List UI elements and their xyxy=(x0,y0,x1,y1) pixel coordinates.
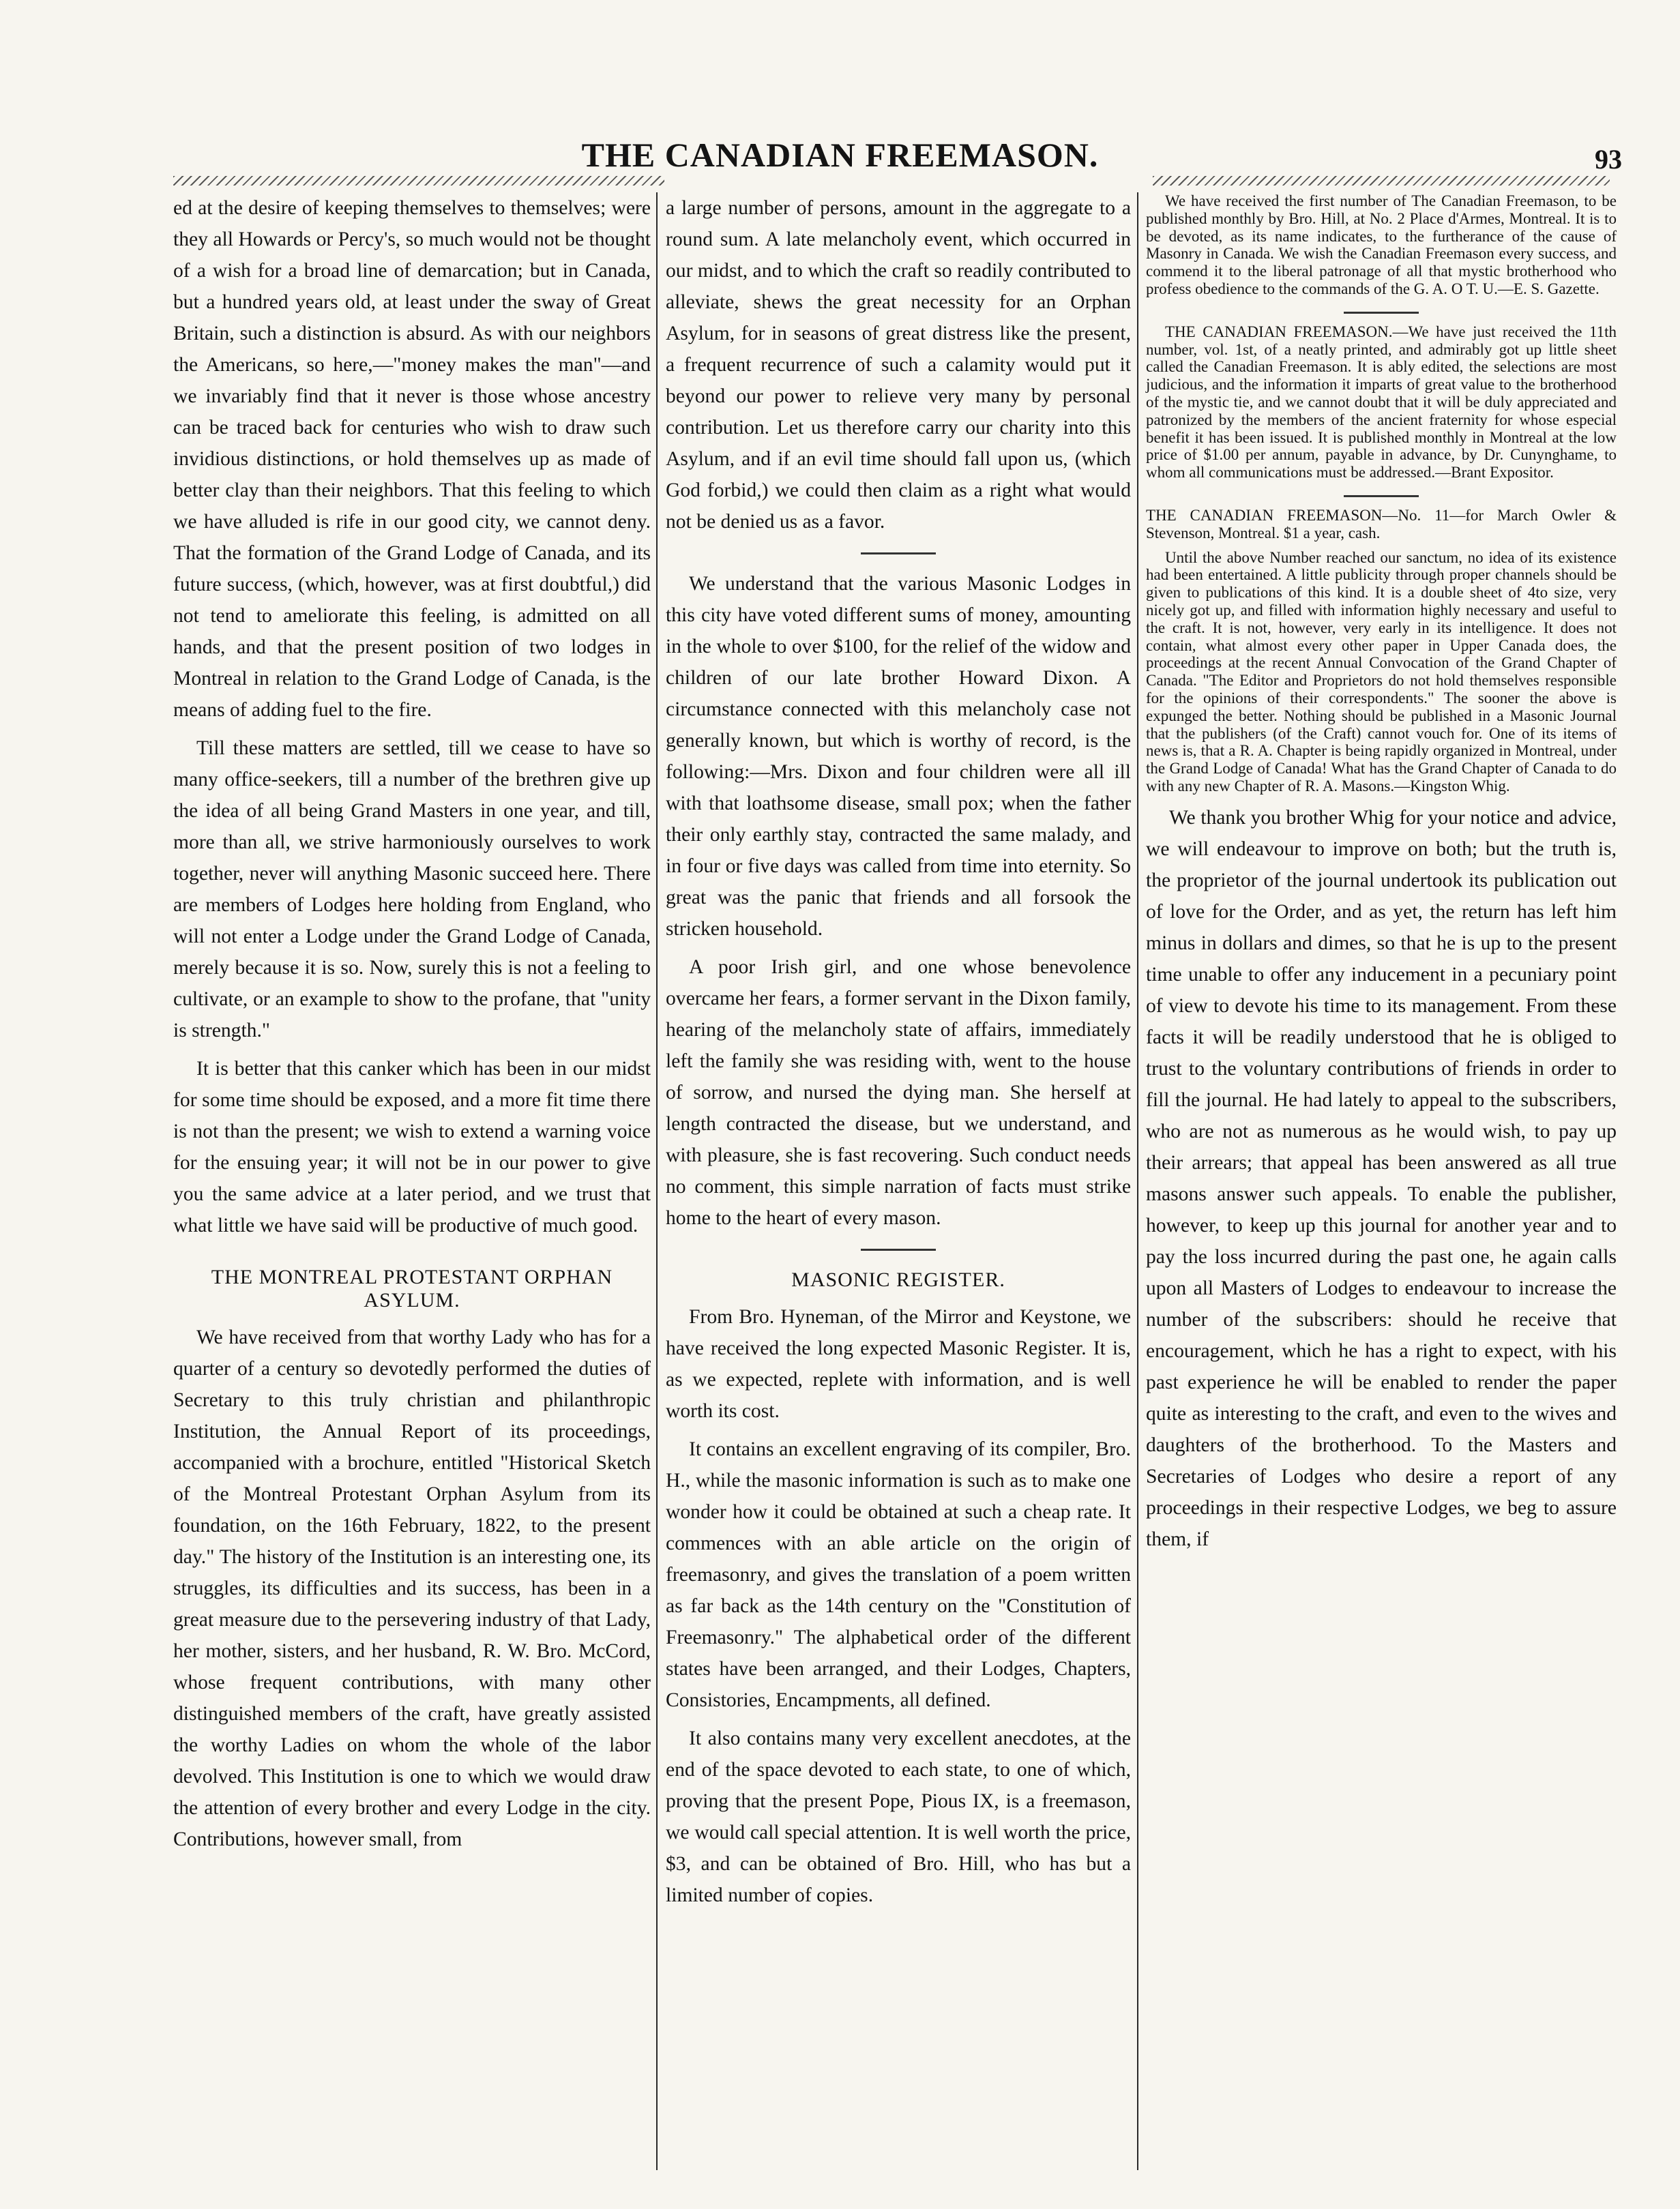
article-heading: THE MONTREAL PROTESTANT ORPHAN ASYLUM. xyxy=(211,1266,613,1311)
page-number: 93 xyxy=(1595,144,1622,175)
paragraph: ed at the desire of keeping themselves to themselves; were they all Howards or Percy's, so much would not be thought of a wish for a broad line of demarcation; but in Canada, but a hundred years old, at least under the sway of Great Britain, such a distinction is absurd. As with our neighbors the Americans, so here,—"money makes the man"—and we invariably find that it never is those whose ancestry can be traced back for centuries who wish to draw such invidious distinctions, or hold themselves up as made of better clay than their neighbors. That this feeling to which we have alluded is rife in our good city, we cannot deny. That the formation of the Grand Lodge of Canada, and its future success, (which, however, was at first doubtful,) did not tend to ameliorate this feeling, is admitted on all hands, and that the present position of two lodges in Montreal in relation to the Grand Lodge of Canada, is the means of adding fuel to the fire. xyxy=(173,197,651,721)
paragraph: THE CANADIAN FREEMASON.—We have just received the 11th number, vol. 1st, of a neatly printed, and admirably got up little sheet called the Canadian Freemason. It is ably edited, the selections are most judicious, and the information it imparts of great value to the brotherhood of the mystic tie, and we cannot doubt that it will be duly appreciated and patronized by the members of the ancient fraternity for whose especial benefit it has been issued. It is published monthly in Montreal at the low price of $1.00 per annum, payable in advance, by Dr. Cunynghame, to whom all communications must be addressed.—Brant Expositor. xyxy=(1146,323,1617,481)
paragraph: We understand that the various Masonic Lodges in this city have voted different sums of money, amounting in the whole to over $100, for the relief of the widow and children of our late brother Howard Dixon. A circumstance connected with this melancholy case not generally known, but which is worthy of record, is the following:—Mrs. Dixon and four children were all ill with that loathsome disease, small pox; when the father their only earthly stay, contracted the same malady, and in four or five days was called from time into eternity. So great was the panic that friends and all forsook the stricken household. xyxy=(666,573,1131,940)
newspaper-title: THE CANADIAN FREEMASON. xyxy=(581,136,1099,174)
section-divider xyxy=(1344,312,1419,314)
column-3 xyxy=(1146,192,1617,1562)
paragraph: It contains an excellent engraving of its compiler, Bro. H., while the masonic information is such as to make one wonder how it could be obtained at such a cheap rate. It commences with an able article on the origin of freemasonry, and gives the translation of a poem written as far back as the 14th century on the "Constitution of Freemasonry." The alphabetical order of the different states have been arranged, and their Lodges, Chapters, Consistories, Encampments, all defined. xyxy=(666,1438,1131,1711)
column-1 xyxy=(173,192,651,1862)
header-wavy-rule-left xyxy=(173,176,664,186)
paragraph: We have received the first number of The Canadian Freemason, to be published monthly by Bro. Hill, at No. 2 Place d'Armes, Montreal. It is to be devoted, as its name indicates, to the furtherance of the cause of Masonry in Canada. We wish the Canadian Freemason every success, and commend it to the liberal patronage of all that mystic brotherhood who profess obedience to the commands of the G. A. O T. U.—E. S. Gazette. xyxy=(1146,192,1617,297)
paragraph: We thank you brother Whig for your notice and advice, we will endeavour to improve on both; but the truth is, the proprietor of the journal undertook its publication out of love for the Order, and as yet, the return has left him minus in dollars and dimes, so that he is up to the present time unable to offer any inducement in a pecuniary point of view to devote his time to its management. From these facts it will be readily understood that he is obliged to trust to the voluntary contributions of friends in order to fill the journal. He had lately to appeal to the subscribers, who are not as numerous as he would wish, to pay up their arrears; that appeal has been answered as all true masons answer such appeals. To enable the publisher, however, to keep up this journal for another year and to pay the loss incurred during the past one, he again calls upon all Masters of Lodges to endeavour to increase the number of the subscribers: should he receive that encouragement, which he has a right to expect, with his past experience he will be enabled to render the paper quite as interesting to the craft, and even to the wives and daughters of the brotherhood. To the Masters and Secretaries of Lodges who desire a report of any proceedings in their respective Lodges, we beg to assure them, if xyxy=(1146,806,1617,1550)
column-rule-2 xyxy=(1137,192,1138,2170)
column-rule-1 xyxy=(656,192,658,2170)
paragraph: THE CANADIAN FREEMASON—No. 11—for March Owler & Stevenson, Montreal. $1 a year, cash. xyxy=(1146,506,1617,542)
column-2 xyxy=(666,192,1131,1918)
paragraph: a large number of persons, amount in the aggregate to a round sum. A late melancholy event, which occurred in our midst, and to which the craft so readily contributed to alleviate, shews the great necessity for an Orphan Asylum, for in seasons of great distress like the present, a frequent recurrence of such a calamity would put it beyond our power to relieve very many by personal contribution. Let us therefore carry our charity into this Asylum, and if an evil time should fall upon us, (which God forbid,) we could then claim as a right what would not be denied us as a favor. xyxy=(666,197,1131,533)
section-divider xyxy=(861,1249,936,1251)
paragraph: It also contains many very excellent anecdotes, at the end of the space devoted to each state, to one of which, proving that the present Pope, Pious IX, is a freemason, we would call special attention. It is well worth the price, $3, and can be obtained of Bro. Hill, who has but a limited number of copies. xyxy=(666,1728,1131,1906)
paragraph: It is better that this canker which has been in our midst for some time should be exposed, and a more fit time there is not than the present; we wish to extend a warning voice for the ensuing year; it will not be in our power to give you the same advice at a later period, and we trust that what little we have said will be productive of much good. xyxy=(173,1058,651,1236)
section-divider xyxy=(1344,495,1419,497)
paragraph: We have received from that worthy Lady who has for a quarter of a century so devotedly performed the duties of Secretary to this truly christian and philanthropic Institution, the Annual Report of its proceedings, accompanied with a brochure, entitled "Historical Sketch of the Montreal Protestant Orphan Asylum from its foundation, on the 16th February, 1822, to the present day." The history of the Institution is an interesting one, its struggles, its difficulties and its success, has been in a great measure due to the persevering industry of that Lady, her mother, sisters, and her husband, R. W. Bro. McCord, whose frequent contributions, with many other distinguished members of the craft, have greatly assisted the worthy Ladies on whom the whole of the labor devolved. This Institution is one to which we would draw the attention of every brother and every Lodge in the city. Contributions, however small, from xyxy=(173,1326,651,1850)
paragraph: Until the above Number reached our sanctum, no idea of its existence had been entertained. A little publicity through proper channels should be given to publications of this kind. It is a double sheet of 4to size, very nicely got up, and filled with information highly necessary and useful to the craft. It is not, however, very early in its intelligence. It does not contain, what almost every other paper in Upper Canada does, the proceedings at the recent Annual Convocation of the Grand Chapter of Canada. "The Editor and Proprietors do not hold themselves responsible for the opinions of their correspondents." The sooner the above is expunged the better. Nothing should be published in a Masonic Journal that the publishers (of the Craft) cannot vouch for. One of its items of news is, that a R. A. Chapter is being rapidly organized in Montreal, under the Grand Lodge of Canada! What has the Grand Chapter of Canada to do with any new Chapter of R. A. Masons.—Kingston Whig. xyxy=(1146,548,1617,795)
paragraph: A poor Irish girl, and one whose benevolence overcame her fears, a former servant in the Dixon family, hearing of the melancholy state of affairs, immediately left the family she was residing with, went to the house of sorrow, and nursed the dying man. She herself at length contracted the disease, but we understand, and with pleasure, she is fast recovering. Such conduct needs no comment, this simple narration of facts must strike home to the heart of every mason. xyxy=(666,956,1131,1229)
header-wavy-rule-right xyxy=(1153,176,1610,186)
page-header xyxy=(0,123,1680,184)
section-divider xyxy=(861,552,936,554)
paragraph: Till these matters are settled, till we cease to have so many office-seekers, till a number of the brethren give up the idea of all being Grand Masters in one year, and till, more than all, we strive harmoniously ourselves to work together, never will anything Masonic succeed here. There are members of Lodges here holding from England, who will not enter a Lodge under the Grand Lodge of Canada, merely because it is so. Now, surely this is not a feeling to cultivate, or an example to show to the profane, that "unity is strength." xyxy=(173,737,651,1041)
paragraph: From Bro. Hyneman, of the Mirror and Keystone, we have received the long expected Masonic Register. It is, as we expected, replete with information, and is well worth its cost. xyxy=(666,1306,1131,1422)
article-heading: MASONIC REGISTER. xyxy=(791,1269,1005,1291)
